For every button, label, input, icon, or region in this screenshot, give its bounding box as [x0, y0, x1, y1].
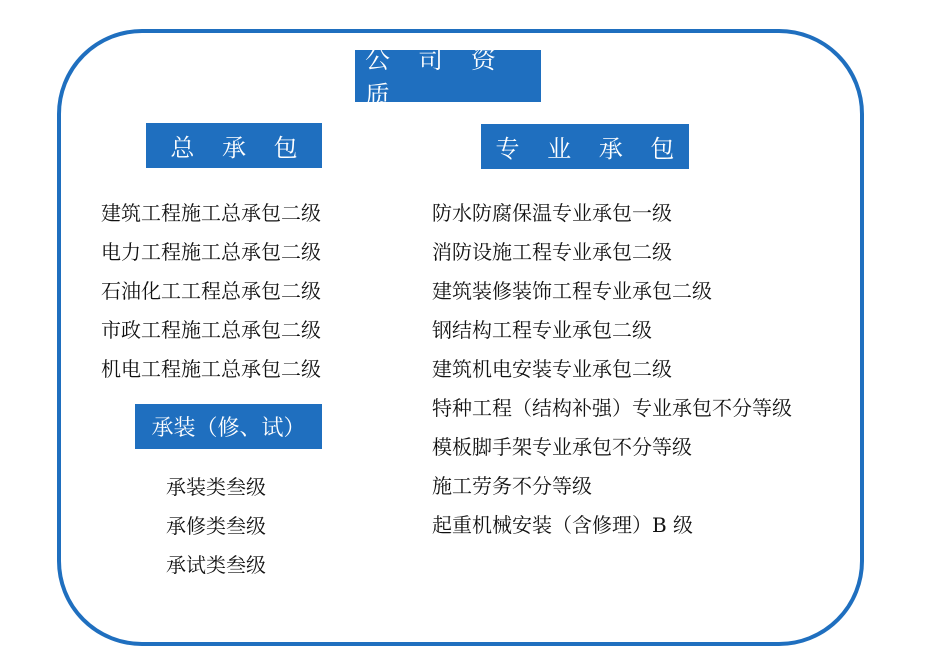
list-item: 钢结构工程专业承包二级: [432, 318, 652, 342]
installation-heading: [135, 404, 322, 449]
specialty-contracting-heading-text: 专 业 承 包: [495, 135, 685, 163]
list-item: 施工劳务不分等级: [432, 474, 592, 498]
list-item: 承装类叁级: [166, 475, 266, 499]
installation-list: [166, 468, 266, 585]
list-item: 模板脚手架专业承包不分等级: [432, 435, 692, 459]
list-item: 建筑工程施工总承包二级: [101, 201, 321, 225]
list-item: 建筑装修装饰工程专业承包二级: [432, 279, 712, 303]
list-item: 起重机械安装（含修理）B 级: [432, 513, 694, 537]
list-item: 机电工程施工总承包二级: [101, 357, 321, 381]
list-item: 石油化工工程总承包二级: [101, 279, 321, 303]
list-item: 承试类叁级: [166, 553, 266, 577]
page-title: [355, 45, 541, 110]
list-item: 承修类叁级: [166, 514, 266, 538]
installation-heading-text: 承装（修、试）: [151, 416, 306, 441]
list-item: 消防设施工程专业承包二级: [432, 240, 672, 264]
specialty-contracting-list: [432, 194, 792, 545]
list-item: 建筑机电安装专业承包二级: [432, 357, 672, 381]
general-contracting-list: [101, 194, 321, 389]
list-item: 特种工程（结构补强）专业承包不分等级: [432, 396, 792, 420]
list-item: 防水防腐保温专业承包一级: [432, 201, 672, 225]
general-contracting-heading-text: 总 承 包: [170, 134, 308, 162]
list-item: 电力工程施工总承包二级: [101, 240, 321, 264]
specialty-contracting-heading: [481, 124, 689, 169]
list-item: 市政工程施工总承包二级: [101, 318, 321, 342]
general-contracting-heading: [146, 123, 322, 168]
page-title-text: 公 司 资 质: [365, 45, 506, 110]
